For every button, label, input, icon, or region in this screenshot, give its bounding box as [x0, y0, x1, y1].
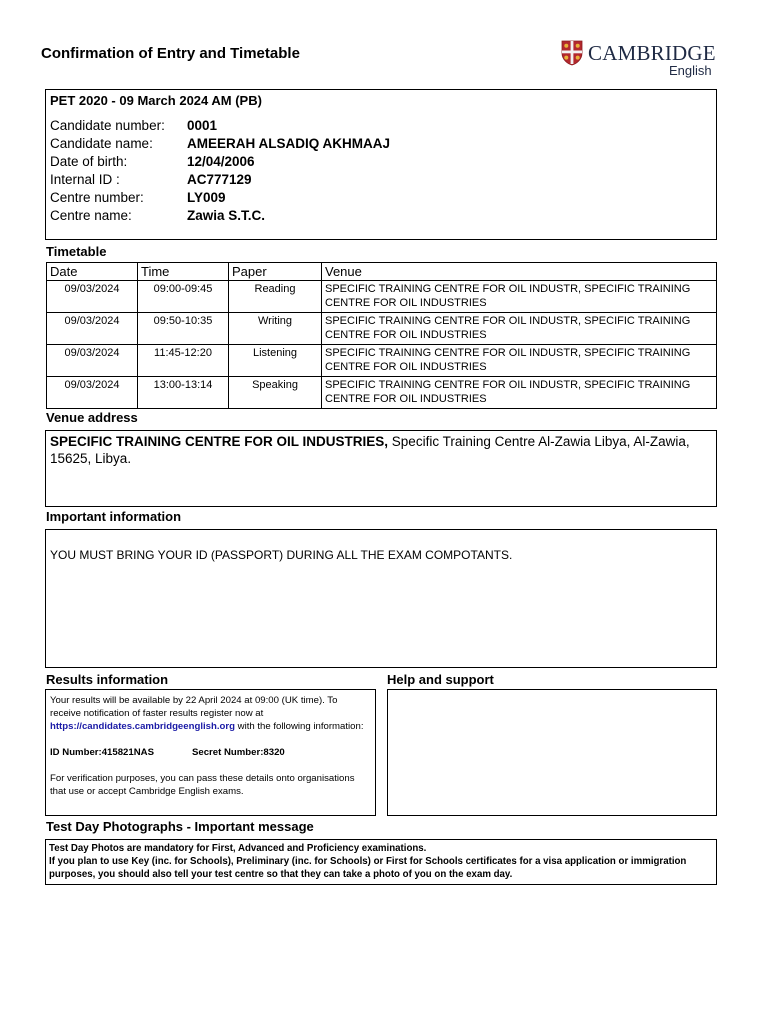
results-intro [50, 694, 371, 733]
field-value: 12/04/2006 [187, 154, 255, 169]
time-cell: 13:00-13:14 [138, 377, 229, 409]
venue-cell: SPECIFIC TRAINING CENTRE FOR OIL INDUSTR, SPECIFIC TRAINING CENTRE FOR OIL INDUSTRIES [322, 377, 717, 409]
paper-cell: Reading [229, 281, 322, 313]
results-information-label: Results information [46, 672, 169, 687]
paper-cell: Writing [229, 313, 322, 345]
date-cell: 09/03/2024 [47, 313, 138, 345]
candidates-portal-link[interactable]: https://candidates.cambridgeenglish.org [50, 721, 235, 732]
field-value: 0001 [187, 118, 218, 133]
date-cell: 09/03/2024 [47, 281, 138, 313]
field-label: Date of birth: [50, 154, 128, 169]
page-title: Confirmation of Entry and Timetable [41, 45, 300, 62]
help-and-support-box [387, 689, 717, 816]
table-row [47, 345, 717, 377]
centre-number-row [50, 190, 226, 205]
column-header-venue: Venue [322, 263, 717, 281]
important-information-box [45, 529, 717, 668]
results-link-suffix: with the following information: [237, 721, 364, 732]
field-label: Centre number: [50, 190, 144, 205]
test-day-photographs-box [45, 839, 717, 885]
field-value: LY009 [187, 190, 226, 205]
candidate-name-row [50, 136, 390, 151]
paper-cell: Speaking [229, 377, 322, 409]
timetable-table [46, 262, 717, 409]
important-information-text: YOU MUST BRING YOUR ID (PASSPORT) DURING ALL THE EXAM COMPOTANTS. [50, 548, 513, 562]
date-cell: 09/03/2024 [47, 345, 138, 377]
field-value: Zawia S.T.C. [187, 208, 266, 223]
table-row [47, 281, 717, 313]
date-of-birth-row [50, 154, 255, 169]
candidate-details-box [45, 89, 717, 240]
timetable-label: Timetable [46, 244, 107, 259]
exam-heading: PET 2020 - 09 March 2024 AM (PB) [50, 93, 262, 108]
test-day-photographs-label: Test Day Photographs - Important message [46, 819, 314, 834]
field-value: AC777129 [187, 172, 252, 187]
logo-subtext: English [669, 63, 712, 78]
table-header-row [47, 263, 717, 281]
table-row [47, 313, 717, 345]
important-information-label: Important information [46, 509, 182, 524]
centre-name-row [50, 208, 265, 223]
field-value: AMEERAH ALSADIQ AKHMAAJ [187, 136, 391, 151]
logo-wordmark: CAMBRIDGE [588, 41, 716, 65]
venue-address-text: Specific Training Centre Al-Zawia Libya, Al-Zawia, 15625, Libya. [50, 434, 690, 466]
photos-line-1: Test Day Photos are mandatory for First, Advanced and Proficiency examinations. [49, 843, 427, 854]
internal-id-row [50, 172, 252, 187]
venue-cell: SPECIFIC TRAINING CENTRE FOR OIL INDUSTR, SPECIFIC TRAINING CENTRE FOR OIL INDUSTRIES [322, 313, 717, 345]
paper-cell: Listening [229, 345, 322, 377]
time-cell: 09:00-09:45 [138, 281, 229, 313]
column-header-date: Date [47, 263, 138, 281]
candidate-number-row [50, 118, 217, 133]
venue-address-label: Venue address [46, 410, 138, 425]
time-cell: 09:50-10:35 [138, 313, 229, 345]
date-cell: 09/03/2024 [47, 377, 138, 409]
id-number: ID Number:415821NAS [50, 747, 154, 758]
cambridge-shield-icon [561, 40, 583, 66]
verification-text: For verification purposes, you can pass these details onto organisations that use or accept Cambridge English exams. [50, 773, 355, 797]
time-cell: 11:45-12:20 [138, 345, 229, 377]
field-label: Internal ID : [50, 172, 120, 187]
results-intro-text: Your results will be available by 22 April 2024 at 09:00 (UK time). To receive notification of faster results register now at [50, 695, 338, 719]
secret-number: Secret Number:8320 [191, 747, 285, 758]
venue-name: SPECIFIC TRAINING CENTRE FOR OIL INDUSTRIES, [50, 434, 389, 449]
results-ids [50, 746, 371, 759]
field-label: Centre name: [50, 208, 132, 223]
cambridge-logo [561, 40, 721, 80]
column-header-paper: Paper [229, 263, 322, 281]
help-and-support-label: Help and support [387, 672, 494, 687]
results-information-box [45, 689, 376, 816]
field-label: Candidate number: [50, 118, 165, 133]
column-header-time: Time [138, 263, 229, 281]
table-row [47, 377, 717, 409]
venue-cell: SPECIFIC TRAINING CENTRE FOR OIL INDUSTR, SPECIFIC TRAINING CENTRE FOR OIL INDUSTRIES [322, 281, 717, 313]
field-label: Candidate name: [50, 136, 153, 151]
photos-line-2: If you plan to use Key (inc. for Schools), Preliminary (inc. for Schools) or First for Schools certificates for a visa application or immigration purposes, you should also tell your test centre so that they can take a photo of you on the exam day. [49, 856, 687, 880]
venue-cell: SPECIFIC TRAINING CENTRE FOR OIL INDUSTR, SPECIFIC TRAINING CENTRE FOR OIL INDUSTRIES [322, 345, 717, 377]
venue-address-box [45, 430, 717, 507]
